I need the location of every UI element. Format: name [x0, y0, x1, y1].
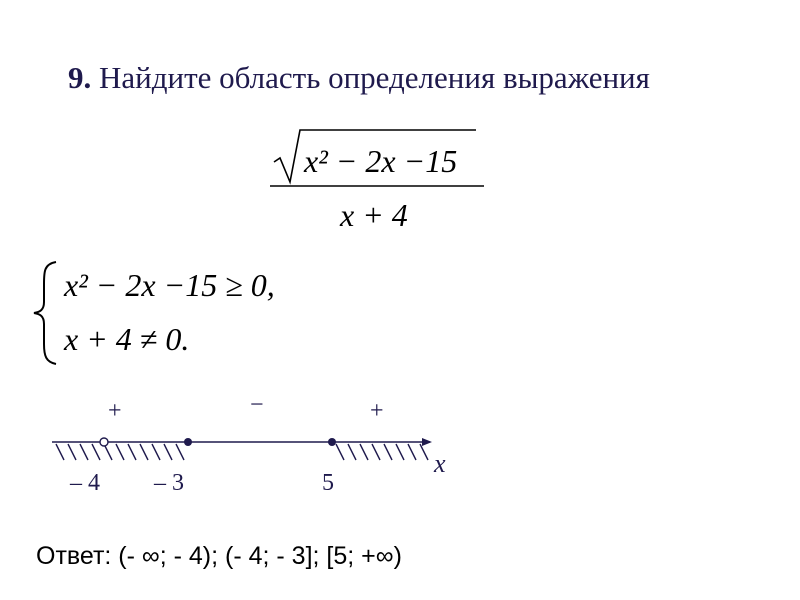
numerator-text: x² − 2x −15 [304, 143, 458, 179]
hatching-left [56, 444, 184, 460]
sign-right: + [370, 398, 384, 424]
system-line-1: x² − 2x −15 ≥ 0, [64, 267, 275, 303]
point-minus-3-closed [184, 438, 192, 446]
point-minus-4-open [100, 438, 108, 446]
number-line [40, 390, 470, 500]
point-5-closed [328, 438, 336, 446]
point-label-5: 5 [322, 470, 334, 496]
sign-left: + [108, 398, 122, 424]
expression-fraction [260, 120, 500, 240]
task-text: Найдите область определения выражения [99, 60, 650, 95]
condition-system [30, 258, 370, 368]
sign-middle: − [250, 392, 264, 418]
system-line-2: x + 4 ≠ 0. [64, 321, 190, 357]
point-label-minus-3: – 3 [154, 470, 184, 496]
axis-arrow-icon [422, 438, 432, 446]
page-title [68, 60, 650, 96]
system-brace [34, 262, 56, 364]
denominator-text: x + 4 [340, 197, 408, 233]
point-label-minus-4: – 4 [70, 470, 100, 496]
task-number: 9. [68, 60, 92, 95]
answer-text: Ответ: (- ∞; - 4); (- 4; - 3]; [5; +∞) [36, 542, 402, 570]
hatching-right [336, 444, 428, 460]
axis-label-x: x [434, 449, 446, 478]
